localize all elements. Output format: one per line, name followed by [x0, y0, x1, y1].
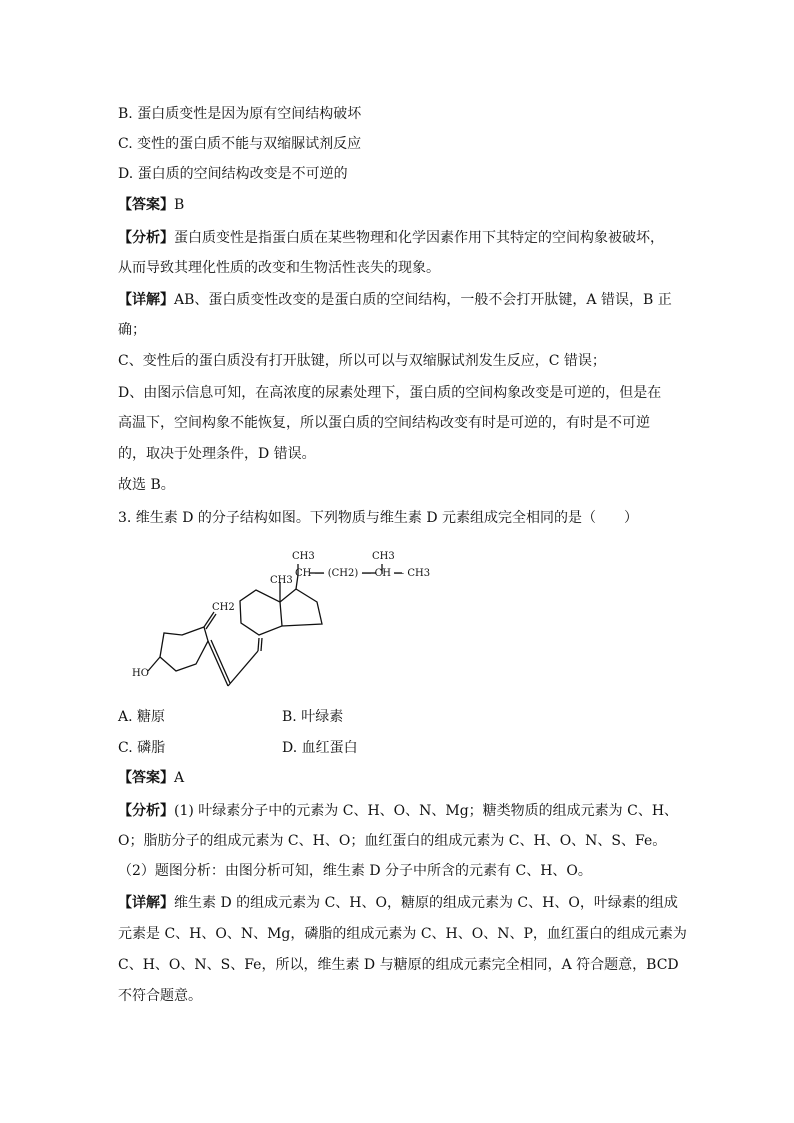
analysis-tag: 【分析】: [118, 230, 174, 246]
structure-label: CH2: [212, 602, 235, 613]
q3-stem: 3. 维生素 D 的分子结构如图。下列物质与维生素 D 元素组成完全相同的是（ ）: [118, 510, 639, 526]
q2-detail-line-4: D、由图示信息可知，在高浓度的尿素处理下，蛋白质的空间构象改变是可逆的，但是在: [118, 385, 662, 401]
answer-tag: 【答案】: [118, 197, 174, 213]
analysis-text: 蛋白质变性是指蛋白质在某些物理和化学因素作用下其特定的空间构象被破坏，: [174, 230, 664, 246]
q3-analysis-line-1: [118, 801, 678, 821]
structure-label: CH3: [270, 575, 293, 586]
q2-detail-line-5: 高温下，空间构象不能恢复，所以蛋白质的空间结构改变有时是可逆的，有时是不可逆: [118, 415, 650, 431]
q2-detail-line-1: [118, 290, 672, 310]
analysis-text: (1) 叶绿素分子中的元素为 C、H、O、N、Mg；糖类物质的组成元素为 C、H、: [174, 803, 679, 819]
q3-detail-line-1: [118, 893, 678, 913]
q2-conclusion: 故选 B。: [118, 477, 175, 493]
q2-analysis-line-2: 从而导致其理化性质的改变和生物活性丧失的现象。: [118, 260, 440, 276]
q3-option-b: B. 叶绿素: [282, 709, 344, 725]
q3-answer: [118, 768, 184, 788]
q2-analysis-line-1: [118, 228, 664, 248]
q3-option-c: C. 磷脂: [118, 740, 166, 756]
answer-value: B: [174, 197, 185, 213]
q2-detail-line-3: C、变性后的蛋白质没有打开肽键，所以可以与双缩脲试剂发生反应，C 错误；: [118, 353, 606, 369]
structure-label: HO: [132, 668, 149, 679]
structure-label: CH3: [372, 551, 395, 562]
q3-analysis-line-2: O；脂肪分子的组成元素为 C、H、O；血红蛋白的组成元素为 C、H、O、N、S、Fe。: [118, 833, 667, 849]
detail-text: AB、蛋白质变性改变的是蛋白质的空间结构，一般不会打开肽键，A 错误，B 正: [174, 292, 672, 308]
q3-option-d: D. 血红蛋白: [282, 740, 358, 756]
q3-detail-line-3: C、H、O、N、S、Fe，所以，维生素 D 与糖原的组成元素完全相同，A 符合题意，BCD: [118, 957, 679, 973]
detail-text: 维生素 D 的组成元素为 C、H、O，糖原的组成元素为 C、H、O，叶绿素的组成: [174, 895, 678, 911]
q3-option-a: A. 糖原: [118, 709, 166, 725]
detail-tag: 【详解】: [118, 895, 174, 911]
structure-label: CH — (CH2) — CH — CH3: [295, 568, 431, 579]
q2-option-d: D. 蛋白质的空间结构改变是不可逆的: [118, 166, 348, 182]
answer-value: A: [174, 770, 185, 786]
vitamin-d-structure: [130, 540, 440, 692]
q3-detail-line-4: 不符合题意。: [118, 988, 202, 1004]
q2-answer: [118, 195, 184, 215]
q2-option-b: B. 蛋白质变性是因为原有空间结构破坏: [118, 106, 362, 122]
detail-tag: 【详解】: [118, 292, 174, 308]
structure-label: CH3: [292, 551, 315, 562]
q3-detail-line-2: 元素是 C、H、O、N、Mg，磷脂的组成元素为 C、H、O、N、P，血红蛋白的组成元素为: [118, 926, 687, 942]
analysis-tag: 【分析】: [118, 803, 174, 819]
q2-option-c: C. 变性的蛋白质不能与双缩脲试剂反应: [118, 136, 362, 152]
answer-tag: 【答案】: [118, 770, 174, 786]
q2-detail-line-2: 确；: [118, 322, 146, 338]
q2-detail-line-6: 的，取决于处理条件，D 错误。: [118, 446, 316, 462]
q3-analysis-line-3: （2）题图分析：由图分析可知，维生素 D 分子中所含的元素有 C、H、O。: [118, 863, 592, 879]
